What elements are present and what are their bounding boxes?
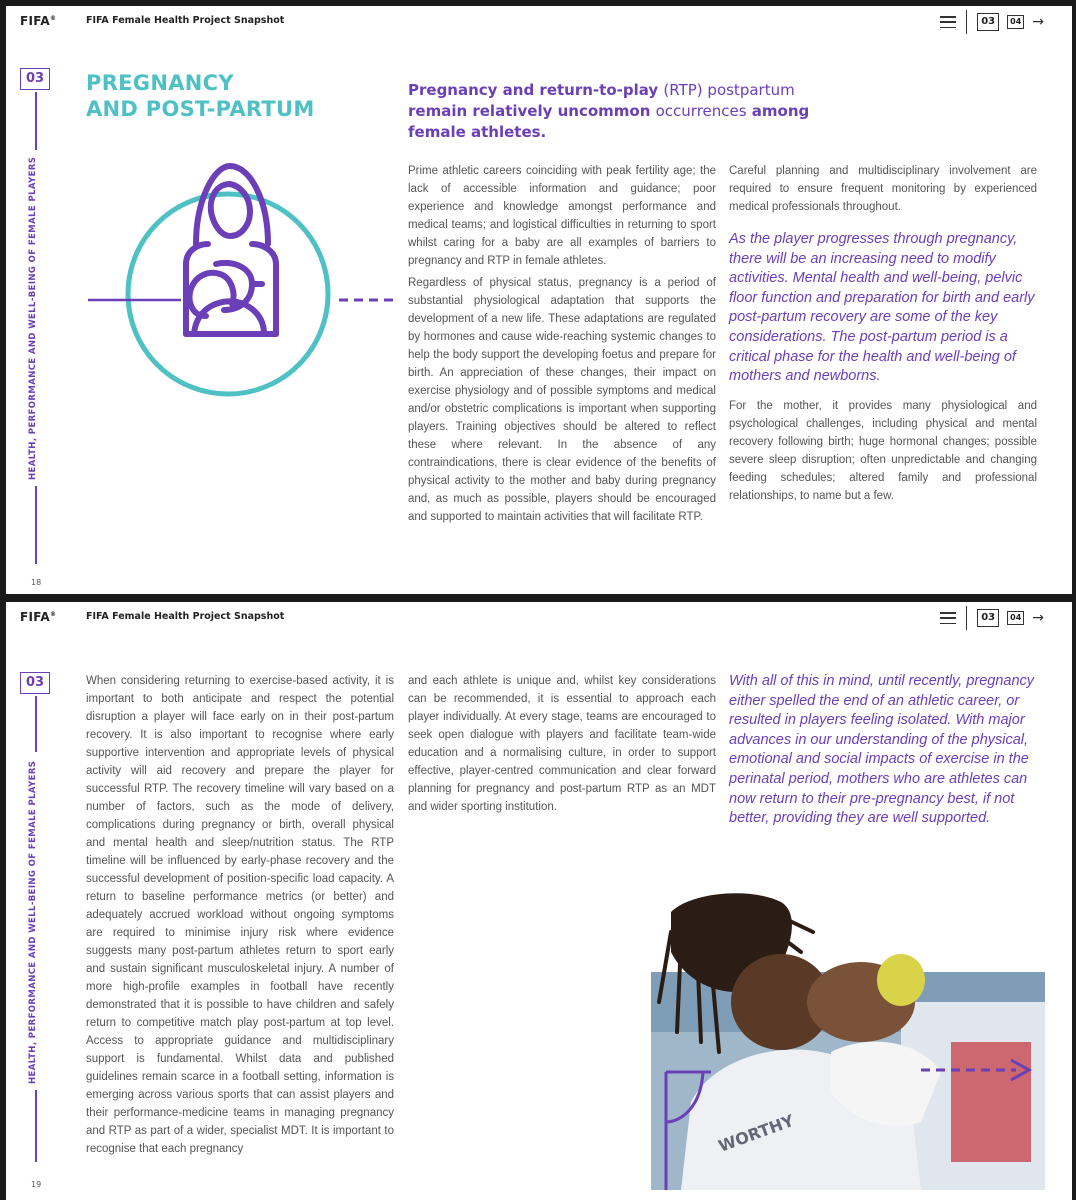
intro-part4: occurrences	[655, 102, 747, 120]
shirt-text: WORTHY	[715, 1110, 797, 1156]
section-title-line2: AND POST-PARTUM	[86, 97, 315, 121]
page19-quote-column	[729, 672, 1049, 829]
pull-quote: As the player progresses through pregnancy, there will be an increasing need to modify activities. Mental health and well-being, pelvic floor function and preparation for birth and early post-partum recovery are some of the key considerations. The post-partum period is a critical phase for the health and well-being of mothers and newborns.	[729, 231, 1035, 385]
header-logo: FIFA®	[20, 14, 57, 28]
pull-quote: With all of this in mind, until recently, pregnancy either spelled the end of an athletic career, or resulted in players feeling isolated. With major advances in our understanding of the physical, emotional and social impacts of exercise in the perinatal period, mothers who are athletes can now return to their pre-pregnancy best, if not better, providing they are well supported.	[729, 673, 1035, 827]
page-navigation	[940, 606, 1044, 630]
paragraph: and each athlete is unique and, whilst key considerations can be recommended, it is essential to approach each player individually. At every stage, teams are encouraged to seek open dialogue with players and facilitate team-wide education and a normalising culture, in order to support effective, player-centred communication and clear forward planning for pregnancy and post-partum RTP as an MDT and wider sporting institution.	[408, 675, 716, 813]
side-line-bottom	[35, 486, 37, 564]
side-line-top	[35, 696, 37, 752]
nav-chapter-current[interactable]: 03	[977, 609, 999, 627]
arrow-right-icon[interactable]: →	[1032, 14, 1044, 30]
section-title	[86, 70, 315, 122]
header-logo: FIFA®	[20, 610, 57, 624]
side-chapter-label: HEALTH, PERFORMANCE AND WELL-BEING OF FEMALE PLAYERS	[28, 760, 38, 1084]
nav-chapter-next[interactable]: 04	[1007, 611, 1024, 625]
intro-part1: Pregnancy and return-to-play	[408, 81, 664, 99]
intro-part5: among female athletes.	[408, 102, 810, 141]
nav-chapter-current[interactable]: 03	[977, 13, 999, 31]
chapter-number-box: 03	[20, 672, 50, 694]
side-chapter-label: HEALTH, PERFORMANCE AND WELL-BEING OF FEMALE PLAYERS	[28, 156, 38, 480]
side-line-bottom	[35, 1090, 37, 1162]
paragraph: Careful planning and multidisciplinary involvement are required to ensure frequent monitoring by experienced medical professionals throughout.	[729, 165, 1037, 213]
page-number: 18	[31, 578, 42, 587]
intro-part3: remain relatively uncommon	[408, 102, 656, 120]
paragraph: Prime athletic careers coinciding with peak fertility age; the lack of accessible information and guidance; poor experience and knowledge amongst performance and medical teams; and logistical difficulties in returning to sport whilst caring for a baby are all examples of barriers to pregnancy and RTP in female athletes.	[408, 165, 716, 267]
nav-divider	[966, 606, 968, 630]
player-kissing-baby-photo	[651, 892, 1045, 1190]
document-title: FIFA Female Health Project Snapshot	[86, 611, 285, 622]
page19-column-2	[408, 672, 716, 820]
intro-statement	[408, 80, 848, 143]
side-line-top	[35, 92, 37, 150]
page-19	[6, 602, 1072, 1200]
section-title-line1: PREGNANCY	[86, 71, 234, 95]
intro-part2: (RTP) postpartum	[663, 81, 795, 99]
paragraph: Regardless of physical status, pregnancy is a period of substantial physiological adaptation that supports the development of a new life. These adaptations are regulated by hormones and cause wide-reaching systemic changes to help the body support the developing foetus and prepare for birth. An appreciation of these changes, their impact on exercise physiology and of possible symptoms and medical and/or obstetric complications is important when supporting players. Training objectives should be altered to reflect these where relevant. In the absence of any contraindications, there is clear evidence of the benefits of physical activity to the mother and baby during pregnancy and, as much as possible, players should be encouraged and supported to maintain activities that will facilitate RTP.	[408, 277, 716, 523]
mother-and-baby-icon	[84, 156, 396, 446]
nav-chapter-next[interactable]: 04	[1007, 15, 1024, 29]
page-18	[6, 6, 1072, 594]
chapter-number-box: 03	[20, 68, 50, 90]
hamburger-menu-icon[interactable]	[940, 16, 956, 28]
nav-divider	[966, 10, 968, 34]
page18-column-1	[408, 162, 716, 530]
paragraph: When considering returning to exercise-based activity, it is important to both anticipate and respect the potential disruption a player will face early on in their post-partum recovery. It is also important to recognise where early supportive intervention and appropriate levels of physical activity will aid recovery and prepare the player for successful RTP. The recovery timeline will vary based on a number of factors, such as the mode of delivery, complications during pregnancy or birth, overall physical and mental health and sleep/nutrition status. The RTP timeline will be influenced by early-phase recovery and the successful development of position-specific load capacity. A return to baseline performance metrics (or better) and adequately accrued workload without ongoing symptoms are required to minimise injury risk where evidence suggests many post-partum athletes return to sport early and sustain significant musculoskeletal injury. A number of more high-profile examples in football have recently demonstrated that it is possible to have children and safely return to competitive match play post-partum at top level. Access to appropriate guidance and multidisciplinary support is fundamental. Whilst data and published guidelines remain scarce in a football setting, information is emerging across various sports that can assist players and their performance-medicine teams in managing pregnancy and RTP as part of a wider, specialist MDT. It is important to recognise that each pregnancy	[86, 675, 394, 1155]
document-title: FIFA Female Health Project Snapshot	[86, 15, 285, 26]
page18-column-2	[729, 162, 1037, 509]
paragraph: For the mother, it provides many physiological and psychological challenges, including physical and mental recovery following birth; huge hormonal changes; possible severe sleep disruption; often unpredictable and changing feeding schedules; altered family and professional relationships, to name but a few.	[729, 399, 1037, 502]
arrow-right-icon[interactable]: →	[1032, 610, 1044, 626]
page-navigation	[940, 10, 1044, 34]
page19-column-1	[86, 672, 394, 1162]
page-number: 19	[31, 1180, 42, 1189]
hamburger-menu-icon[interactable]	[940, 612, 956, 624]
